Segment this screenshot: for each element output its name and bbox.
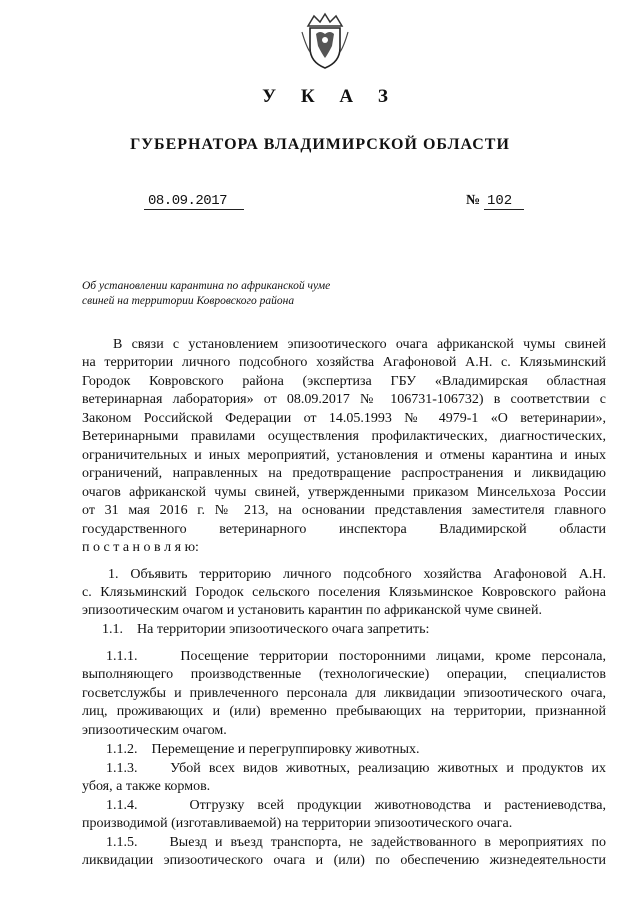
document-subtitle: ГУБЕРНАТОРА ВЛАДИМИРСКОЙ ОБЛАСТИ	[130, 136, 510, 153]
body-line: ограничений, направленных на предотвращение распространения и ликвидацию	[82, 466, 606, 481]
body-line: п о с т а н о в л я ю:	[82, 540, 199, 555]
coat-of-arms-icon	[300, 12, 350, 70]
number-underline	[484, 209, 524, 210]
body-line: от 31 мая 2016 г. № 213, на основании представления заместителя главного	[82, 503, 606, 518]
body-line: госветслужбы и привлеченного персонала для ликвидации эпизоотического очага,	[82, 686, 606, 701]
document-subject	[82, 279, 382, 309]
body-line: очагов африканской чумы свиней, утвержденными приказом Минсельхоза России	[82, 485, 606, 500]
body-line: лиц, проживающих и (или) временно пребывающих на территории, признанной	[82, 704, 606, 719]
body-line: эпизоотическим очагом и установить карантин по африканской чуме свиней.	[82, 603, 542, 618]
body-line: 1.1.4. Отгрузку всей продукции животноводства и растениеводства,	[106, 798, 606, 813]
body-line: Законом Российской Федерации от 14.05.1993 № 4979-1 «О ветеринарии»,	[82, 411, 606, 426]
body-line: 1.1.2. Перемещение и перегруппировку животных.	[106, 742, 420, 757]
body-line: В связи с установлением эпизоотического очага африканской чумы свиней	[113, 337, 606, 352]
body-line: с. Клязьминский Городок сельского поселения Клязьминское Ковровского района	[82, 585, 606, 600]
body-line: Городок Ковровского района (экспертиза ГБУ «Владимирская областная	[82, 374, 606, 389]
body-line: 1.1.5. Выезд и въезд транспорта, не задействованного в мероприятиях по	[106, 835, 606, 850]
body-line: производимой (изготавливаемой) на территории эпизоотического очага.	[82, 816, 513, 831]
body-line: ограничительных и иных мероприятий, установления и отмены карантина и иных	[82, 448, 606, 463]
body-line: 1.1.1. Посещение территории посторонними лицами, кроме персонала,	[106, 649, 606, 664]
body-line: 1. Объявить территорию личного подсобного хозяйства Агафоновой А.Н.	[108, 567, 606, 582]
body-line: государственного ветеринарного инспектора Владимирской области	[82, 522, 606, 537]
body-line: эпизоотическим очагом.	[82, 723, 227, 738]
body-line: 1.1. На территории эпизоотического очага запретить:	[102, 622, 430, 637]
subject-line: свиней на территории Ковровского района	[82, 295, 295, 307]
document-number: 102	[487, 193, 513, 209]
number-label: №	[466, 193, 481, 208]
document-date: 08.09.2017	[148, 193, 228, 209]
date-underline	[144, 209, 244, 210]
body-line: убоя, а также кормов.	[82, 779, 211, 794]
body-line: выполняющего производственные (технологические) операции, специалистов	[82, 667, 606, 682]
subject-line: Об установлении карантина по африканской чуме	[82, 280, 331, 292]
body-line: ликвидации эпизоотического очага и (или) по обеспечению жизнедеятельности	[82, 853, 606, 868]
body-line: ветеринарная лаборатория» от 08.09.2017 № 106731-106732) в соответствии с	[82, 392, 606, 407]
body-line: Ветеринарными правилами осуществления профилактических, диагностических,	[82, 429, 606, 444]
document-title: У К А З	[262, 86, 398, 107]
body-line: 1.1.3. Убой всех видов животных, реализацию животных и продуктов их	[106, 761, 606, 776]
body-line: на территории личного подсобного хозяйства Агафоновой А.Н. с. Клязьминский	[82, 355, 606, 370]
